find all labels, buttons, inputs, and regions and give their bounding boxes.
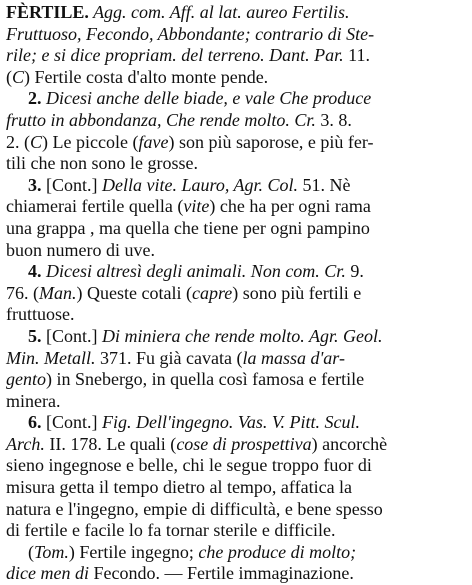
- entry-line: [6, 196, 468, 218]
- text-segment: Della vite. Lauro, Agr. Col.: [102, 174, 303, 195]
- entry-line: [6, 218, 468, 240]
- text-segment: fruttuose.: [6, 304, 75, 325]
- text-segment: 371. Fu già cavata (: [99, 347, 243, 368]
- entry-line: [6, 412, 468, 434]
- text-segment: Fruttuoso, Fecondo, Abbondante; contrario di Ste-: [6, 23, 375, 44]
- text-segment: una grappa , ma quella che tiene per ogni pampino: [6, 217, 370, 238]
- entry-line: [6, 240, 468, 262]
- text-segment: Di miniera che rende molto. Agr. Geol.: [102, 325, 383, 346]
- text-segment: ) Le piccole (: [42, 131, 139, 152]
- entry-line: [6, 348, 468, 370]
- text-segment: 9.: [350, 261, 364, 282]
- text-segment: 5.: [28, 325, 46, 346]
- text-segment: 6.: [28, 412, 46, 433]
- entry-line: [6, 24, 468, 46]
- text-segment: sieno ingegnose e belle, chi le segue troppo fuor di: [6, 455, 372, 476]
- text-segment: Dicesi altresì degli animali. Non com. Cr.: [46, 261, 351, 282]
- text-segment: 51. Nè: [302, 174, 351, 195]
- text-segment: ) ancorchè: [311, 433, 388, 454]
- text-segment: (: [28, 541, 34, 562]
- text-segment: natura e l'ingegno, empie di difficultà, e bene spesso: [6, 498, 383, 519]
- text-segment: FÈRTILE.: [6, 2, 89, 22]
- text-segment: chiamerai fertile quella (: [6, 196, 184, 217]
- entry-line: [6, 304, 468, 326]
- text-segment: buon numero di uve.: [6, 239, 155, 260]
- text-segment: [Cont.]: [46, 174, 102, 195]
- text-segment: la massa d'ar-: [242, 347, 345, 368]
- text-segment: rile; e si dice propriam. del terreno. Dant. Par.: [6, 45, 349, 66]
- text-segment: minera.: [6, 390, 61, 411]
- entry-line: [6, 153, 468, 175]
- text-segment: ) Fertile ingegno;: [68, 541, 199, 562]
- text-segment: 76. (: [6, 282, 39, 303]
- text-segment: vite: [183, 196, 210, 217]
- text-segment: ) son più saporose, e più fer-: [168, 131, 374, 152]
- entry-line: [6, 434, 468, 456]
- text-segment: cose di prospettiva: [176, 433, 312, 454]
- entry-line: [6, 563, 468, 585]
- entry-line: [6, 477, 468, 499]
- text-segment: dice men di: [6, 563, 94, 584]
- text-segment: 4.: [28, 261, 46, 282]
- text-segment: Agg. com. Aff. al lat. aureo Fertilis.: [88, 2, 350, 22]
- text-segment: (: [6, 66, 12, 87]
- entry-line: [6, 283, 468, 305]
- entry-line: [6, 110, 468, 132]
- text-segment: 2.: [28, 88, 46, 109]
- text-segment: capre: [191, 282, 233, 303]
- text-segment: ) Queste cotali (: [76, 282, 192, 303]
- text-segment: ) che ha per ogni rama: [209, 196, 371, 217]
- text-segment: Min. Metall.: [6, 347, 100, 368]
- text-segment: Tom.: [34, 541, 69, 562]
- text-segment: . 178. Le quali (: [61, 433, 177, 454]
- text-segment: fave: [138, 131, 169, 152]
- entry-line: [6, 2, 468, 24]
- text-segment: 3.: [28, 174, 46, 195]
- entry-line: [6, 67, 468, 89]
- text-segment: 3. 8.: [320, 109, 352, 130]
- entry-line: [6, 499, 468, 521]
- entry-line: [6, 45, 468, 67]
- text-segment: Fig. Dell'ingegno. Vas. V. Pitt. Scul.: [102, 412, 360, 433]
- text-segment: Dicesi anche delle biade, e vale Che produce: [46, 88, 372, 109]
- text-segment: 11.: [348, 45, 370, 66]
- text-segment: ) in Snebergo, in quella così famosa e fertile: [46, 369, 365, 390]
- text-segment: [Cont.]: [46, 412, 102, 433]
- text-segment: C: [30, 131, 43, 152]
- text-segment: che produce di molto;: [198, 541, 357, 562]
- text-segment: ) Fertile costa d'alto monte pende.: [24, 66, 269, 87]
- entry-line: [6, 369, 468, 391]
- text-segment: II: [49, 433, 62, 454]
- entry-line: [6, 391, 468, 413]
- entry-line: [6, 542, 468, 564]
- text-segment: gento: [6, 369, 46, 390]
- text-segment: frutto in abbondanza, Che rende molto. Cr.: [6, 109, 321, 130]
- text-segment: Man.: [39, 282, 77, 303]
- text-segment: C: [12, 66, 25, 87]
- entry-line: [6, 175, 468, 197]
- text-segment: Arch.: [6, 433, 50, 454]
- entry-line: [6, 132, 468, 154]
- text-segment: 2. (: [6, 131, 30, 152]
- entry-line: [6, 326, 468, 348]
- text-segment: tili che non sono le grosse.: [6, 153, 198, 174]
- entry-line: [6, 520, 468, 542]
- entry-line: [6, 455, 468, 477]
- text-segment: Fecondo. — Fertile immaginazione.: [93, 563, 354, 584]
- entry-line: [6, 88, 468, 110]
- text-segment: [Cont.]: [46, 325, 102, 346]
- text-segment: ) sono più fertili e: [232, 282, 362, 303]
- text-segment: misura getta il tempo dietro al tempo, affatica la: [6, 477, 353, 498]
- text-segment: di fertile e facile lo fa tornar sterile e difficile.: [6, 520, 336, 541]
- entry-line: [6, 261, 468, 283]
